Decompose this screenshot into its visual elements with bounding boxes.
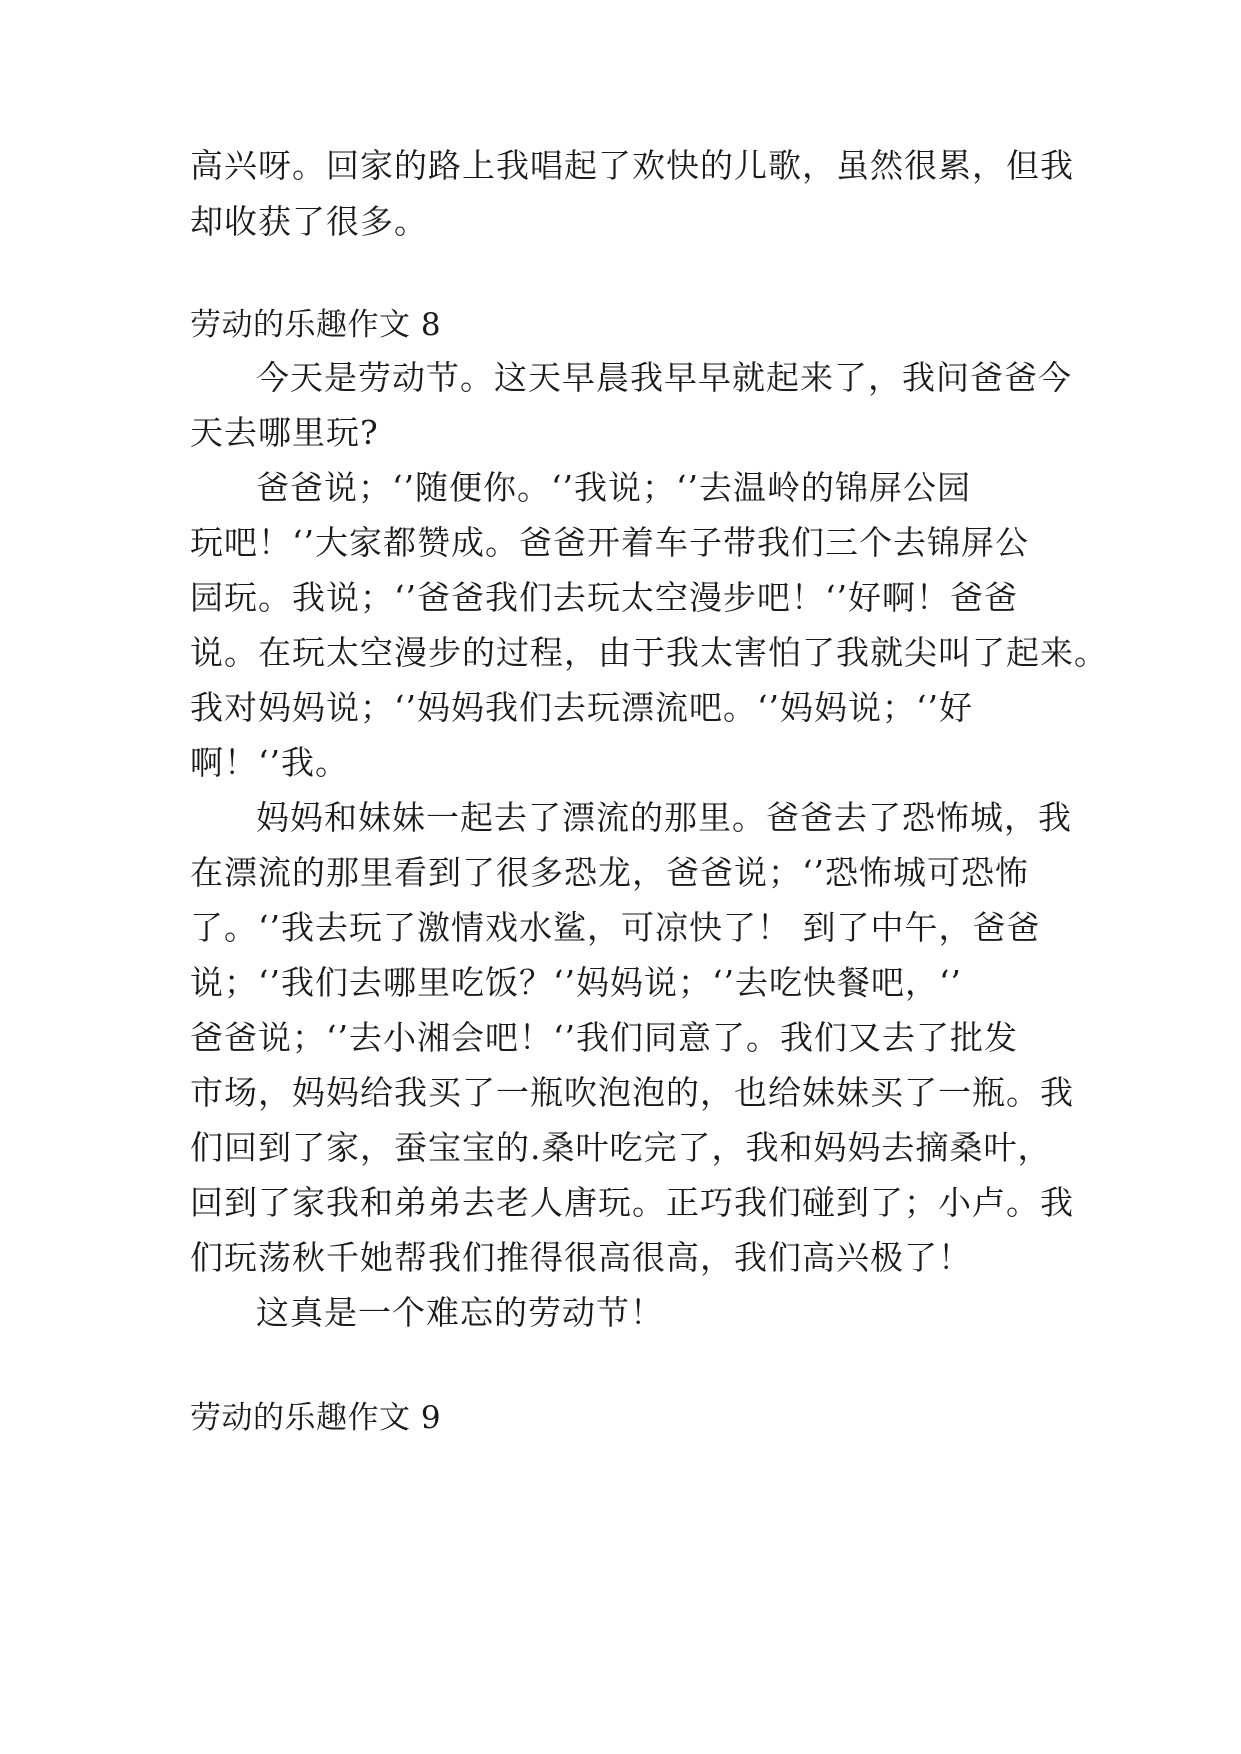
paragraph-line: 们玩荡秋千她帮我们推得很高很高，我们高兴极了！ [190,1238,972,1277]
essay-8-title: 劳动的乐趣作文 8 [190,307,442,343]
paragraph-line: 市场，妈妈给我买了一瓶吹泡泡的，也给妹妹买了一瓶。我 [190,1073,1074,1112]
paragraph-line: 天去哪里玩? [190,413,379,452]
paragraph-line: 们回到了家，蚕宝宝的.桑叶吃完了，我和妈妈去摘桑叶， [190,1128,1052,1167]
paragraph-line: 玩吧！‘’大家都赞成。爸爸开着车子带我们三个去锦屏公 [190,523,1029,562]
paragraph-line: 回到了家我和弟弟去老人唐玩。正巧我们碰到了；小卢。我 [190,1183,1074,1222]
paragraph-line: 爸爸说；‘’去小湘会吧！‘’我们同意了。我们又去了批发 [190,1018,1018,1057]
paragraph-line: 说。在玩太空漫步的过程，由于我太害怕了我就尖叫了起来。 [190,633,1108,672]
essay-9-title: 劳动的乐趣作文 9 [190,1400,442,1436]
paragraph-line: 今天是劳动节。这天早晨我早早就起来了，我问爸爸今 [256,358,1072,397]
paragraph-line: 妈妈和妹妹一起去了漂流的那里。爸爸去了恐怖城，我 [256,798,1072,837]
paragraph-line: 我对妈妈说；‘’妈妈我们去玩漂流吧。‘’妈妈说；‘’好 [190,688,973,727]
paragraph-line: 啊！‘’我。 [190,743,349,782]
paragraph-line: 在漂流的那里看到了很多恐龙，爸爸说；‘’恐怖城可恐怖 [190,853,1029,892]
paragraph-line: 了。‘’我去玩了激情戏水鲨，可凉快了！ 到了中午，爸爸 [190,908,1041,947]
paragraph-line: 说；‘’我们去哪里吃饭？‘’妈妈说；‘’去吃快餐吧，‘’ [190,963,962,1002]
paragraph-line: 却收获了很多。 [190,202,428,241]
paragraph-line: 园玩。我说；‘’爸爸我们去玩太空漫步吧！‘’好啊！爸爸 [190,578,1018,617]
paragraph-line: 高兴呀。回家的路上我唱起了欢快的儿歌，虽然很累，但我 [190,146,1074,185]
paragraph-line: 这真是一个难忘的劳动节！ [256,1293,664,1332]
paragraph-line: 爸爸说；‘’随便你。‘’我说；‘’去温岭的锦屏公园 [256,468,971,507]
